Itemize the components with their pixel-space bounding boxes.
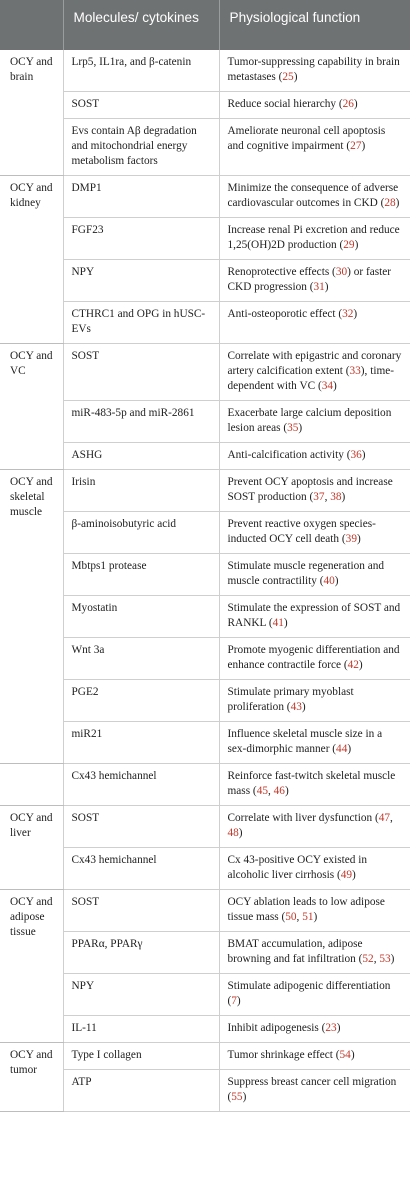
function-text-tail: ) xyxy=(298,422,303,434)
molecule-cell: NPY xyxy=(63,260,219,302)
function-cell xyxy=(219,401,410,443)
function-text: Stimulate muscle regeneration and muscle contractility ( xyxy=(227,560,385,587)
function-cell xyxy=(219,554,410,596)
citation-link[interactable]: 29 xyxy=(343,239,355,251)
function-cell: OCY ablation leads to low adipose tissue mass (50, 51) xyxy=(219,890,410,932)
table-row xyxy=(0,764,410,806)
citation-link[interactable]: 34 xyxy=(321,380,334,392)
function-text-tail: ) xyxy=(238,827,243,839)
function-text: Ameliorate neuronal cell apoptosis and cognitive impairment ( xyxy=(227,125,386,152)
function-text-tail: ) xyxy=(358,659,363,671)
citation-link[interactable]: 38 xyxy=(330,491,342,503)
molecule-cell: Mbtps1 protease xyxy=(63,554,219,596)
function-text-tail: ) xyxy=(361,140,366,152)
function-text: Influence skeletal muscle size in a sex-dimorphic manner ( xyxy=(227,728,383,755)
molecule-cell: Cx43 hemichannel xyxy=(63,764,219,806)
function-cell xyxy=(219,512,410,554)
function-text: Inhibit adipogenesis ( xyxy=(227,1022,326,1034)
citation-link[interactable]: 23 xyxy=(325,1022,337,1034)
citation-link[interactable]: 36 xyxy=(350,449,362,461)
function-text: Cx 43-positive OCY existed in alcoholic liver cirrhosis ( xyxy=(227,854,368,881)
citation-link[interactable]: 42 xyxy=(347,659,359,671)
function-text-tail: ) xyxy=(242,1091,247,1103)
function-text-tail: ) xyxy=(284,785,289,797)
table-row xyxy=(0,344,410,401)
function-cell: Correlate with liver dysfunction (47, 48) xyxy=(219,806,410,848)
function-cell: Reinforce fast-twitch skeletal muscle mass (45, 46) xyxy=(219,764,410,806)
citation-link[interactable]: 44 xyxy=(336,743,348,755)
molecule-cell: SOST xyxy=(63,806,219,848)
citation-link[interactable]: 53 xyxy=(379,953,391,965)
group-label: OCY and adipose tissue xyxy=(0,890,63,1043)
function-cell xyxy=(219,260,410,302)
function-cell xyxy=(219,1070,410,1112)
citation-link[interactable]: 46 xyxy=(273,785,285,797)
citation-link[interactable]: 54 xyxy=(339,1049,351,1061)
function-cell xyxy=(219,848,410,890)
citation-link[interactable]: 48 xyxy=(227,827,239,839)
function-cell xyxy=(219,722,410,764)
function-cell xyxy=(219,680,410,722)
function-text: Tumor-suppressing capability in brain metastases ( xyxy=(227,56,400,83)
function-text-tail: ) xyxy=(293,71,298,83)
function-cell xyxy=(219,302,410,344)
molecule-cell: Type I collagen xyxy=(63,1043,219,1070)
group-label: OCY and liver xyxy=(0,806,63,890)
molecule-cell: PGE2 xyxy=(63,680,219,722)
molecule-cell: NPY xyxy=(63,974,219,1016)
function-text-tail: ) xyxy=(353,308,358,320)
function-text: Stimulate primary myoblast proliferation ( xyxy=(227,686,354,713)
function-text: Tumor shrinkage effect ( xyxy=(227,1049,340,1061)
function-text-tail: ), time-dependent with VC (34) xyxy=(227,365,395,392)
molecule-cell: miR-483-5p and miR-2861 xyxy=(63,401,219,443)
molecule-cell: SOST xyxy=(63,890,219,932)
function-text: Stimulate adipogenic differentiation ( xyxy=(227,980,391,1007)
citation-link[interactable]: 43 xyxy=(290,701,302,713)
function-text-tail: ) xyxy=(301,701,306,713)
citation-link[interactable]: 39 xyxy=(345,533,357,545)
molecule-cell: Irisin xyxy=(63,470,219,512)
function-text-tail: ) xyxy=(395,197,400,209)
function-text-tail: ) xyxy=(283,617,288,629)
group-label: OCY and skeletal muscle xyxy=(0,470,63,764)
function-text: Reduce social hierarchy ( xyxy=(227,98,343,110)
function-text: Prevent reactive oxygen species-inducted OCY cell death ( xyxy=(227,518,376,545)
table-row xyxy=(0,470,410,512)
citation-link[interactable]: 35 xyxy=(287,422,299,434)
function-cell xyxy=(219,344,410,401)
citation-link[interactable]: 26 xyxy=(342,98,354,110)
function-text: Minimize the consequence of adverse cardiovascular outcomes in CKD ( xyxy=(227,182,399,209)
function-cell xyxy=(219,443,410,470)
function-text: Stimulate the expression of SOST and RANKL ( xyxy=(227,602,401,629)
citation-link[interactable]: 27 xyxy=(350,140,362,152)
citation-link[interactable]: 50 xyxy=(285,911,297,923)
function-text: OCY ablation leads to low adipose tissue mass ( xyxy=(227,896,385,923)
function-text: Anti-osteoporotic effect ( xyxy=(227,308,343,320)
function-text: Increase renal Pi excretion and reduce 1,25(OH)2D production ( xyxy=(227,224,400,251)
function-cell: BMAT accumulation, adipose browning and fat infiltration (52, 53) xyxy=(219,932,410,974)
function-text-tail: ) or faster CKD progression (31) xyxy=(227,266,392,293)
citation-link[interactable]: 32 xyxy=(342,308,354,320)
citation-link[interactable]: 41 xyxy=(272,617,284,629)
header-function: Physiological function xyxy=(219,0,410,50)
function-text-tail: ) xyxy=(356,533,361,545)
function-text: Suppress breast cancer cell migration ( xyxy=(227,1076,397,1103)
group-label: OCY and VC xyxy=(0,344,63,470)
function-cell xyxy=(219,50,410,92)
citation-link[interactable]: 33 xyxy=(349,365,361,377)
function-text-tail: ) xyxy=(390,953,395,965)
molecule-cell: SOST xyxy=(63,92,219,119)
group-label: OCY and brain xyxy=(0,50,63,176)
header-molecules: Molecules/ cytokines xyxy=(63,0,219,50)
group-label: OCY and tumor xyxy=(0,1043,63,1112)
citation-link[interactable]: 7 xyxy=(231,995,237,1007)
function-cell: Prevent OCY apoptosis and increase SOST production (37, 38) xyxy=(219,470,410,512)
group-label xyxy=(0,764,63,806)
function-text-tail: ) xyxy=(334,575,339,587)
table-body xyxy=(0,50,410,1112)
function-cell xyxy=(219,218,410,260)
function-cell xyxy=(219,176,410,218)
function-text: Correlate with liver dysfunction ( xyxy=(227,812,379,824)
function-text-tail: ) xyxy=(352,869,356,881)
function-text: Reinforce fast-twitch skeletal muscle mass ( xyxy=(227,770,396,797)
molecule-cell: IL-11 xyxy=(63,1016,219,1043)
citation-link[interactable]: 49 xyxy=(340,869,353,881)
molecule-cell: Wnt 3a xyxy=(63,638,219,680)
molecule-cell: FGF23 xyxy=(63,218,219,260)
molecule-cell: β-aminoisobutyric acid xyxy=(63,512,219,554)
function-text-tail: ) xyxy=(361,449,366,461)
function-cell xyxy=(219,1016,410,1043)
function-text: Correlate with epigastric and coronary artery calcification extent ( xyxy=(227,350,402,377)
table-row xyxy=(0,50,410,92)
function-text-tail: ) xyxy=(347,743,352,755)
function-text-tail: ) xyxy=(313,911,318,923)
molecule-cell: Myostatin xyxy=(63,596,219,638)
group-label: OCY and kidney xyxy=(0,176,63,344)
function-text: Prevent OCY apoptosis and increase SOST production ( xyxy=(227,476,393,503)
function-text: Renoprotective effects ( xyxy=(227,266,336,278)
function-text: Exacerbate large calcium deposition lesion areas ( xyxy=(227,407,392,434)
molecule-cell: DMP1 xyxy=(63,176,219,218)
table-row xyxy=(0,1043,410,1070)
molecule-cell: Cx43 hemichannel xyxy=(63,848,219,890)
citation-link[interactable]: 47 xyxy=(378,812,391,824)
citation-link[interactable]: 30 xyxy=(335,266,348,278)
function-text: Promote myogenic differentiation and enhance contractile force ( xyxy=(227,644,400,671)
molecule-cell: PPARα, PPARγ xyxy=(63,932,219,974)
function-cell xyxy=(219,1043,410,1070)
function-text-tail: ) xyxy=(354,239,359,251)
table-row xyxy=(0,176,410,218)
citation-link[interactable]: 51 xyxy=(302,911,314,923)
molecule-cell: Lrp5, IL1ra, and β-catenin xyxy=(63,50,219,92)
function-text-tail: ) xyxy=(350,1049,355,1061)
citation-link[interactable]: 55 xyxy=(231,1091,243,1103)
function-cell xyxy=(219,92,410,119)
molecule-cell: ATP xyxy=(63,1070,219,1112)
molecule-cell: Evs contain Aβ degradation and mitochondrial energy metabolism factors xyxy=(63,119,219,176)
citation-link[interactable]: 28 xyxy=(384,197,396,209)
function-cell xyxy=(219,119,410,176)
function-text-tail: ) xyxy=(336,1022,341,1034)
molecule-cell: miR21 xyxy=(63,722,219,764)
citation-link[interactable]: 37 xyxy=(313,491,325,503)
citation-link[interactable]: 40 xyxy=(323,575,335,587)
table-row xyxy=(0,806,410,848)
function-text: BMAT accumulation, adipose browning and fat infiltration ( xyxy=(227,938,363,965)
citation-link[interactable]: 31 xyxy=(313,281,325,293)
function-text: Anti-calcification activity ( xyxy=(227,449,351,461)
function-cell xyxy=(219,638,410,680)
function-text-tail: ) xyxy=(341,491,346,503)
citation-link[interactable]: 52 xyxy=(362,953,374,965)
function-cell xyxy=(219,596,410,638)
citation-link[interactable]: 25 xyxy=(282,71,294,83)
molecule-cell: CTHRC1 and OPG in hUSC-EVs xyxy=(63,302,219,344)
header-group-cell xyxy=(0,0,63,50)
table-header-row xyxy=(0,0,410,50)
citation-link[interactable]: 45 xyxy=(256,785,268,797)
function-cell xyxy=(219,974,410,1016)
table-row xyxy=(0,890,410,932)
function-text-tail: ) xyxy=(353,98,358,110)
molecule-cell: SOST xyxy=(63,344,219,401)
function-text-tail: ) xyxy=(236,995,241,1007)
molecule-cell: ASHG xyxy=(63,443,219,470)
